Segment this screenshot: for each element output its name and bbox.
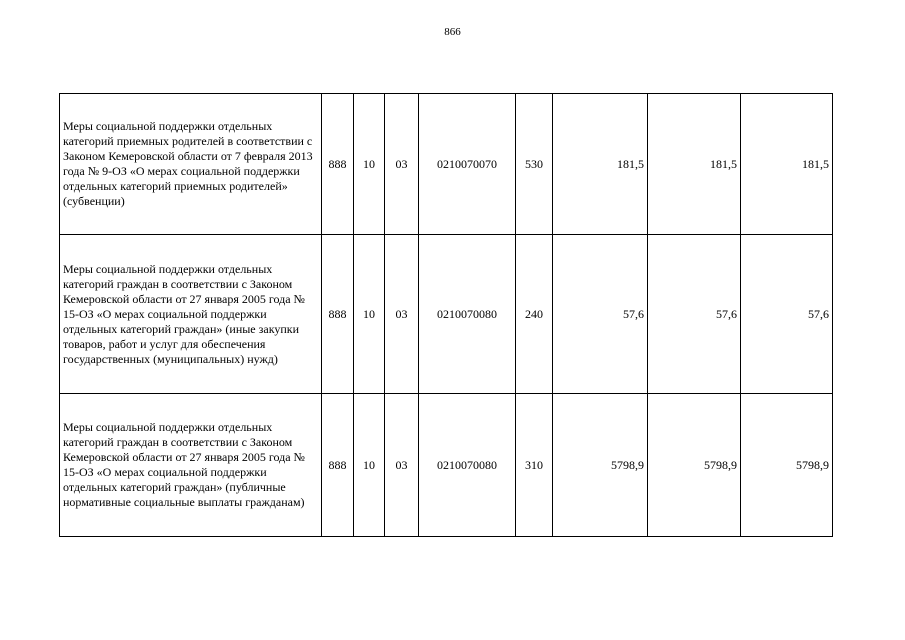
sum-year-1-cell: 181,5 [553, 94, 648, 235]
expense-type-cell: 530 [516, 94, 553, 235]
ministry-code-cell: 888 [322, 394, 354, 537]
page-number: 866 [444, 26, 461, 38]
sum-year-2-cell: 181,5 [648, 94, 741, 235]
table-row [60, 235, 833, 394]
row-name-cell: Меры социальной поддержки отдельных категорий граждан в соответствии с Законом Кемеровской области от 27 января 2005 года № 15-ОЗ «О мерах социальной поддержки отдельных категорий граждан» (иные закупки товаров, работ и услуг для обеспечения государственных (муниципальных) нужд) [60, 235, 322, 394]
section-cell: 10 [354, 235, 385, 394]
sum-year-2-cell: 5798,9 [648, 394, 741, 537]
ministry-code-cell: 888 [322, 235, 354, 394]
subsection-cell: 03 [385, 394, 419, 537]
subsection-cell: 03 [385, 235, 419, 394]
ministry-code-cell: 888 [322, 94, 354, 235]
sum-year-3-cell: 5798,9 [741, 394, 833, 537]
sum-year-2-cell: 57,6 [648, 235, 741, 394]
section-cell: 10 [354, 394, 385, 537]
table-row [60, 94, 833, 235]
row-name-cell: Меры социальной поддержки отдельных категорий граждан в соответствии с Законом Кемеровской области от 27 января 2005 года № 15-ОЗ «О мерах социальной поддержки отдельных категорий граждан» (публичные нормативные социальные выплаты гражданам) [60, 394, 322, 537]
sum-year-3-cell: 181,5 [741, 94, 833, 235]
sum-year-1-cell: 57,6 [553, 235, 648, 394]
subsection-cell: 03 [385, 94, 419, 235]
expense-type-cell: 310 [516, 394, 553, 537]
expense-type-cell: 240 [516, 235, 553, 394]
section-cell: 10 [354, 94, 385, 235]
target-article-cell: 0210070070 [419, 94, 516, 235]
sum-year-3-cell: 57,6 [741, 235, 833, 394]
sum-year-1-cell: 5798,9 [553, 394, 648, 537]
table-row [60, 394, 833, 537]
target-article-cell: 0210070080 [419, 394, 516, 537]
row-name-cell: Меры социальной поддержки отдельных категорий приемных родителей в соответствии с Законом Кемеровской области от 7 февраля 2013 года № 9-ОЗ «О мерах социальной поддержки отдельных категорий приемных родителей» (субвенции) [60, 94, 322, 235]
target-article-cell: 0210070080 [419, 235, 516, 394]
budget-table [59, 93, 833, 537]
